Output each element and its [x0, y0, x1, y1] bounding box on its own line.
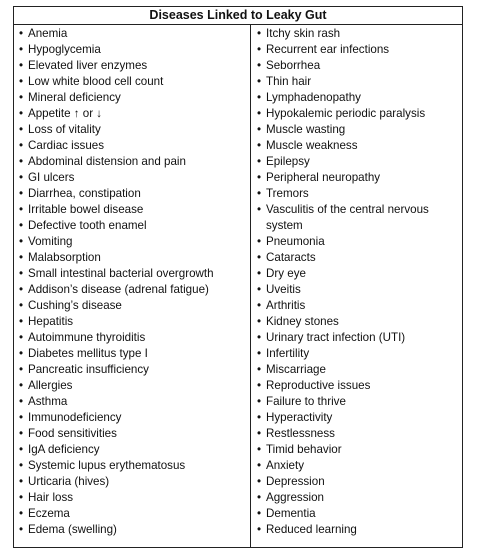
list-item: [257, 298, 458, 314]
list-item-label: Diabetes mellitus type I: [28, 347, 148, 360]
list-item: [19, 474, 246, 490]
table-columns: [14, 25, 462, 547]
bullet-icon: •: [19, 107, 24, 120]
list-item-label: Failure to thrive: [266, 395, 346, 408]
list-item-label: Infertility: [266, 347, 310, 360]
list-item-label: Muscle wasting: [266, 123, 346, 136]
list-item: [257, 506, 458, 522]
list-item: [19, 298, 246, 314]
list-item-label: Anemia: [28, 27, 68, 40]
list-item-label: Eczema: [28, 507, 70, 520]
list-item: [257, 250, 458, 266]
list-item: [257, 378, 458, 394]
list-item-label: IgA deficiency: [28, 443, 100, 456]
bullet-icon: •: [19, 427, 24, 440]
list-item-label: Hypokalemic periodic paralysis: [266, 107, 426, 120]
left-column: [14, 25, 251, 547]
bullet-icon: •: [19, 347, 24, 360]
bullet-icon: •: [257, 427, 262, 440]
bullet-icon: •: [19, 411, 24, 424]
list-item: [257, 442, 458, 458]
bullet-icon: •: [257, 155, 262, 168]
list-item: [257, 106, 458, 122]
bullet-icon: •: [257, 459, 262, 472]
bullet-icon: •: [19, 379, 24, 392]
list-item-label: Urticaria (hives): [28, 475, 110, 488]
list-item: [19, 330, 246, 346]
list-item: [257, 74, 458, 90]
list-item-label: Pneumonia: [266, 235, 325, 248]
bullet-icon: •: [19, 283, 24, 296]
bullet-icon: •: [19, 203, 24, 216]
list-item: [19, 458, 246, 474]
bullet-icon: •: [257, 171, 262, 184]
list-item-label: Urinary tract infection (UTI): [266, 331, 406, 344]
list-item: [19, 282, 246, 298]
list-item: [19, 490, 246, 506]
list-item: [19, 378, 246, 394]
list-item-label: Arthritis: [266, 299, 306, 312]
list-item: [257, 314, 458, 330]
bullet-icon: •: [19, 507, 24, 520]
bullet-icon: •: [19, 475, 24, 488]
bullet-icon: •: [257, 267, 262, 280]
bullet-icon: •: [19, 171, 24, 184]
bullet-icon: •: [257, 475, 262, 488]
list-item: [19, 42, 246, 58]
list-item: [257, 490, 458, 506]
bullet-icon: •: [19, 219, 24, 232]
bullet-icon: •: [19, 251, 24, 264]
list-item: [257, 282, 458, 298]
list-item: [257, 522, 458, 538]
bullet-icon: •: [257, 91, 262, 104]
list-item: [19, 138, 246, 154]
list-item-label: Reproductive issues: [266, 379, 371, 392]
list-item-label: Elevated liver enzymes: [28, 59, 148, 72]
bullet-icon: •: [257, 203, 262, 216]
bullet-icon: •: [19, 187, 24, 200]
bullet-icon: •: [19, 395, 24, 408]
list-item: [19, 410, 246, 426]
list-item: [19, 90, 246, 106]
bullet-icon: •: [257, 187, 262, 200]
list-item: [19, 26, 246, 42]
list-item-label: Hypoglycemia: [28, 43, 101, 56]
list-item: [257, 234, 458, 250]
list-item-label: Anxiety: [266, 459, 305, 472]
bullet-icon: •: [19, 75, 24, 88]
list-item-label: Itchy skin rash: [266, 27, 341, 40]
list-item: [19, 250, 246, 266]
list-item: [257, 42, 458, 58]
list-item-label: Hepatitis: [28, 315, 74, 328]
list-item: [19, 362, 246, 378]
bullet-icon: •: [257, 443, 262, 456]
list-item: [257, 330, 458, 346]
bullet-icon: •: [19, 491, 24, 504]
bullet-icon: •: [257, 299, 262, 312]
list-item-label: Vasculitis of the central nervous system: [266, 203, 429, 232]
list-item: [19, 154, 246, 170]
bullet-icon: •: [257, 235, 262, 248]
list-item: [19, 234, 246, 250]
bullet-icon: •: [19, 299, 24, 312]
list-item-label: Diarrhea, constipation: [28, 187, 141, 200]
list-item-label: Loss of vitality: [28, 123, 101, 136]
bullet-icon: •: [19, 443, 24, 456]
bullet-icon: •: [257, 59, 262, 72]
list-item-label: Abdominal distension and pain: [28, 155, 186, 168]
list-item-label: Epilepsy: [266, 155, 310, 168]
bullet-icon: •: [19, 235, 24, 248]
list-item-label: Dementia: [266, 507, 316, 520]
list-item: [19, 170, 246, 186]
list-item: [19, 122, 246, 138]
list-item-label: Lymphadenopathy: [266, 91, 361, 104]
list-item-label: Recurrent ear infections: [266, 43, 390, 56]
bullet-icon: •: [19, 459, 24, 472]
list-item: [19, 74, 246, 90]
list-item: [19, 522, 246, 538]
list-item: [257, 474, 458, 490]
list-item-label: Vomiting: [28, 235, 73, 248]
list-item: [19, 58, 246, 74]
list-item-label: Thin hair: [266, 75, 312, 88]
bullet-icon: •: [257, 379, 262, 392]
bullet-icon: •: [257, 411, 262, 424]
list-item-label: Edema (swelling): [28, 523, 117, 536]
bullet-icon: •: [19, 315, 24, 328]
list-item: [257, 138, 458, 154]
diseases-table: [13, 6, 463, 548]
list-item-label: Immunodeficiency: [28, 411, 122, 424]
bullet-icon: •: [257, 507, 262, 520]
bullet-icon: •: [19, 91, 24, 104]
list-item: [19, 186, 246, 202]
list-item-label: Systemic lupus erythematosus: [28, 459, 186, 472]
list-item-label: Asthma: [28, 395, 68, 408]
list-item-label: Pancreatic insufficiency: [28, 363, 149, 376]
list-item-label: Mineral deficiency: [28, 91, 121, 104]
list-item-label: Hyperactivity: [266, 411, 333, 424]
list-item: [257, 154, 458, 170]
list-item: [257, 202, 458, 234]
list-item-label: Dry eye: [266, 267, 306, 280]
list-item-label: Depression: [266, 475, 325, 488]
right-column: [251, 25, 462, 547]
list-item: [257, 410, 458, 426]
bullet-icon: •: [19, 123, 24, 136]
list-item: [257, 346, 458, 362]
list-item: [19, 346, 246, 362]
list-item-label: Miscarriage: [266, 363, 326, 376]
list-item: [19, 218, 246, 234]
list-item-label: Tremors: [266, 187, 309, 200]
list-item: [257, 458, 458, 474]
list-item-label: Kidney stones: [266, 315, 339, 328]
list-item-label: Food sensitivities: [28, 427, 117, 440]
list-item: [19, 442, 246, 458]
list-item-label: Malabsorption: [28, 251, 101, 264]
list-item-label: Irritable bowel disease: [28, 203, 144, 216]
list-item: [257, 170, 458, 186]
list-item-label: Muscle weakness: [266, 139, 358, 152]
list-item: [19, 106, 246, 122]
list-item-label: Uveitis: [266, 283, 301, 296]
list-item: [257, 266, 458, 282]
bullet-icon: •: [257, 43, 262, 56]
list-item: [19, 426, 246, 442]
bullet-icon: •: [257, 363, 262, 376]
list-item-label: Seborrhea: [266, 59, 321, 72]
bullet-icon: •: [257, 75, 262, 88]
list-item-label: Defective tooth enamel: [28, 219, 147, 232]
bullet-icon: •: [257, 27, 262, 40]
table-title: Diseases Linked to Leaky Gut: [14, 7, 462, 25]
list-item: [19, 266, 246, 282]
list-item: [257, 362, 458, 378]
bullet-icon: •: [257, 347, 262, 360]
bullet-icon: •: [257, 331, 262, 344]
list-item-label: Hair loss: [28, 491, 74, 504]
bullet-icon: •: [19, 27, 24, 40]
list-item-label: Aggression: [266, 491, 325, 504]
list-item: [257, 26, 458, 42]
list-item: [19, 202, 246, 218]
list-item-label: Cardiac issues: [28, 139, 105, 152]
list-item: [257, 186, 458, 202]
bullet-icon: •: [19, 267, 24, 280]
list-item-label: Small intestinal bacterial overgrowth: [28, 267, 214, 280]
bullet-icon: •: [257, 139, 262, 152]
list-item-label: Cushing’s disease: [28, 299, 122, 312]
list-item-label: Low white blood cell count: [28, 75, 164, 88]
bullet-icon: •: [257, 395, 262, 408]
bullet-icon: •: [19, 331, 24, 344]
bullet-icon: •: [257, 251, 262, 264]
bullet-icon: •: [257, 283, 262, 296]
list-item-label: Restlessness: [266, 427, 335, 440]
bullet-icon: •: [257, 315, 262, 328]
bullet-icon: •: [19, 59, 24, 72]
bullet-icon: •: [19, 43, 24, 56]
bullet-icon: •: [19, 363, 24, 376]
list-item-label: Reduced learning: [266, 523, 357, 536]
bullet-icon: •: [257, 123, 262, 136]
list-item: [19, 394, 246, 410]
bullet-icon: •: [257, 523, 262, 536]
bullet-icon: •: [257, 491, 262, 504]
list-item: [19, 506, 246, 522]
list-item: [257, 122, 458, 138]
list-item: [257, 394, 458, 410]
list-item: [19, 314, 246, 330]
list-item: [257, 90, 458, 106]
list-item: [257, 58, 458, 74]
list-item-label: Allergies: [28, 379, 73, 392]
list-item-label: GI ulcers: [28, 171, 75, 184]
bullet-icon: •: [257, 107, 262, 120]
list-item-label: Autoimmune thyroiditis: [28, 331, 146, 344]
list-item: [257, 426, 458, 442]
list-item-label: Appetite ↑ or ↓: [28, 107, 103, 120]
list-item-label: Cataracts: [266, 251, 316, 264]
list-item-label: Addison’s disease (adrenal fatigue): [28, 283, 209, 296]
bullet-icon: •: [19, 155, 24, 168]
list-item-label: Peripheral neuropathy: [266, 171, 381, 184]
bullet-icon: •: [19, 139, 24, 152]
bullet-icon: •: [19, 523, 24, 536]
list-item-label: Timid behavior: [266, 443, 342, 456]
